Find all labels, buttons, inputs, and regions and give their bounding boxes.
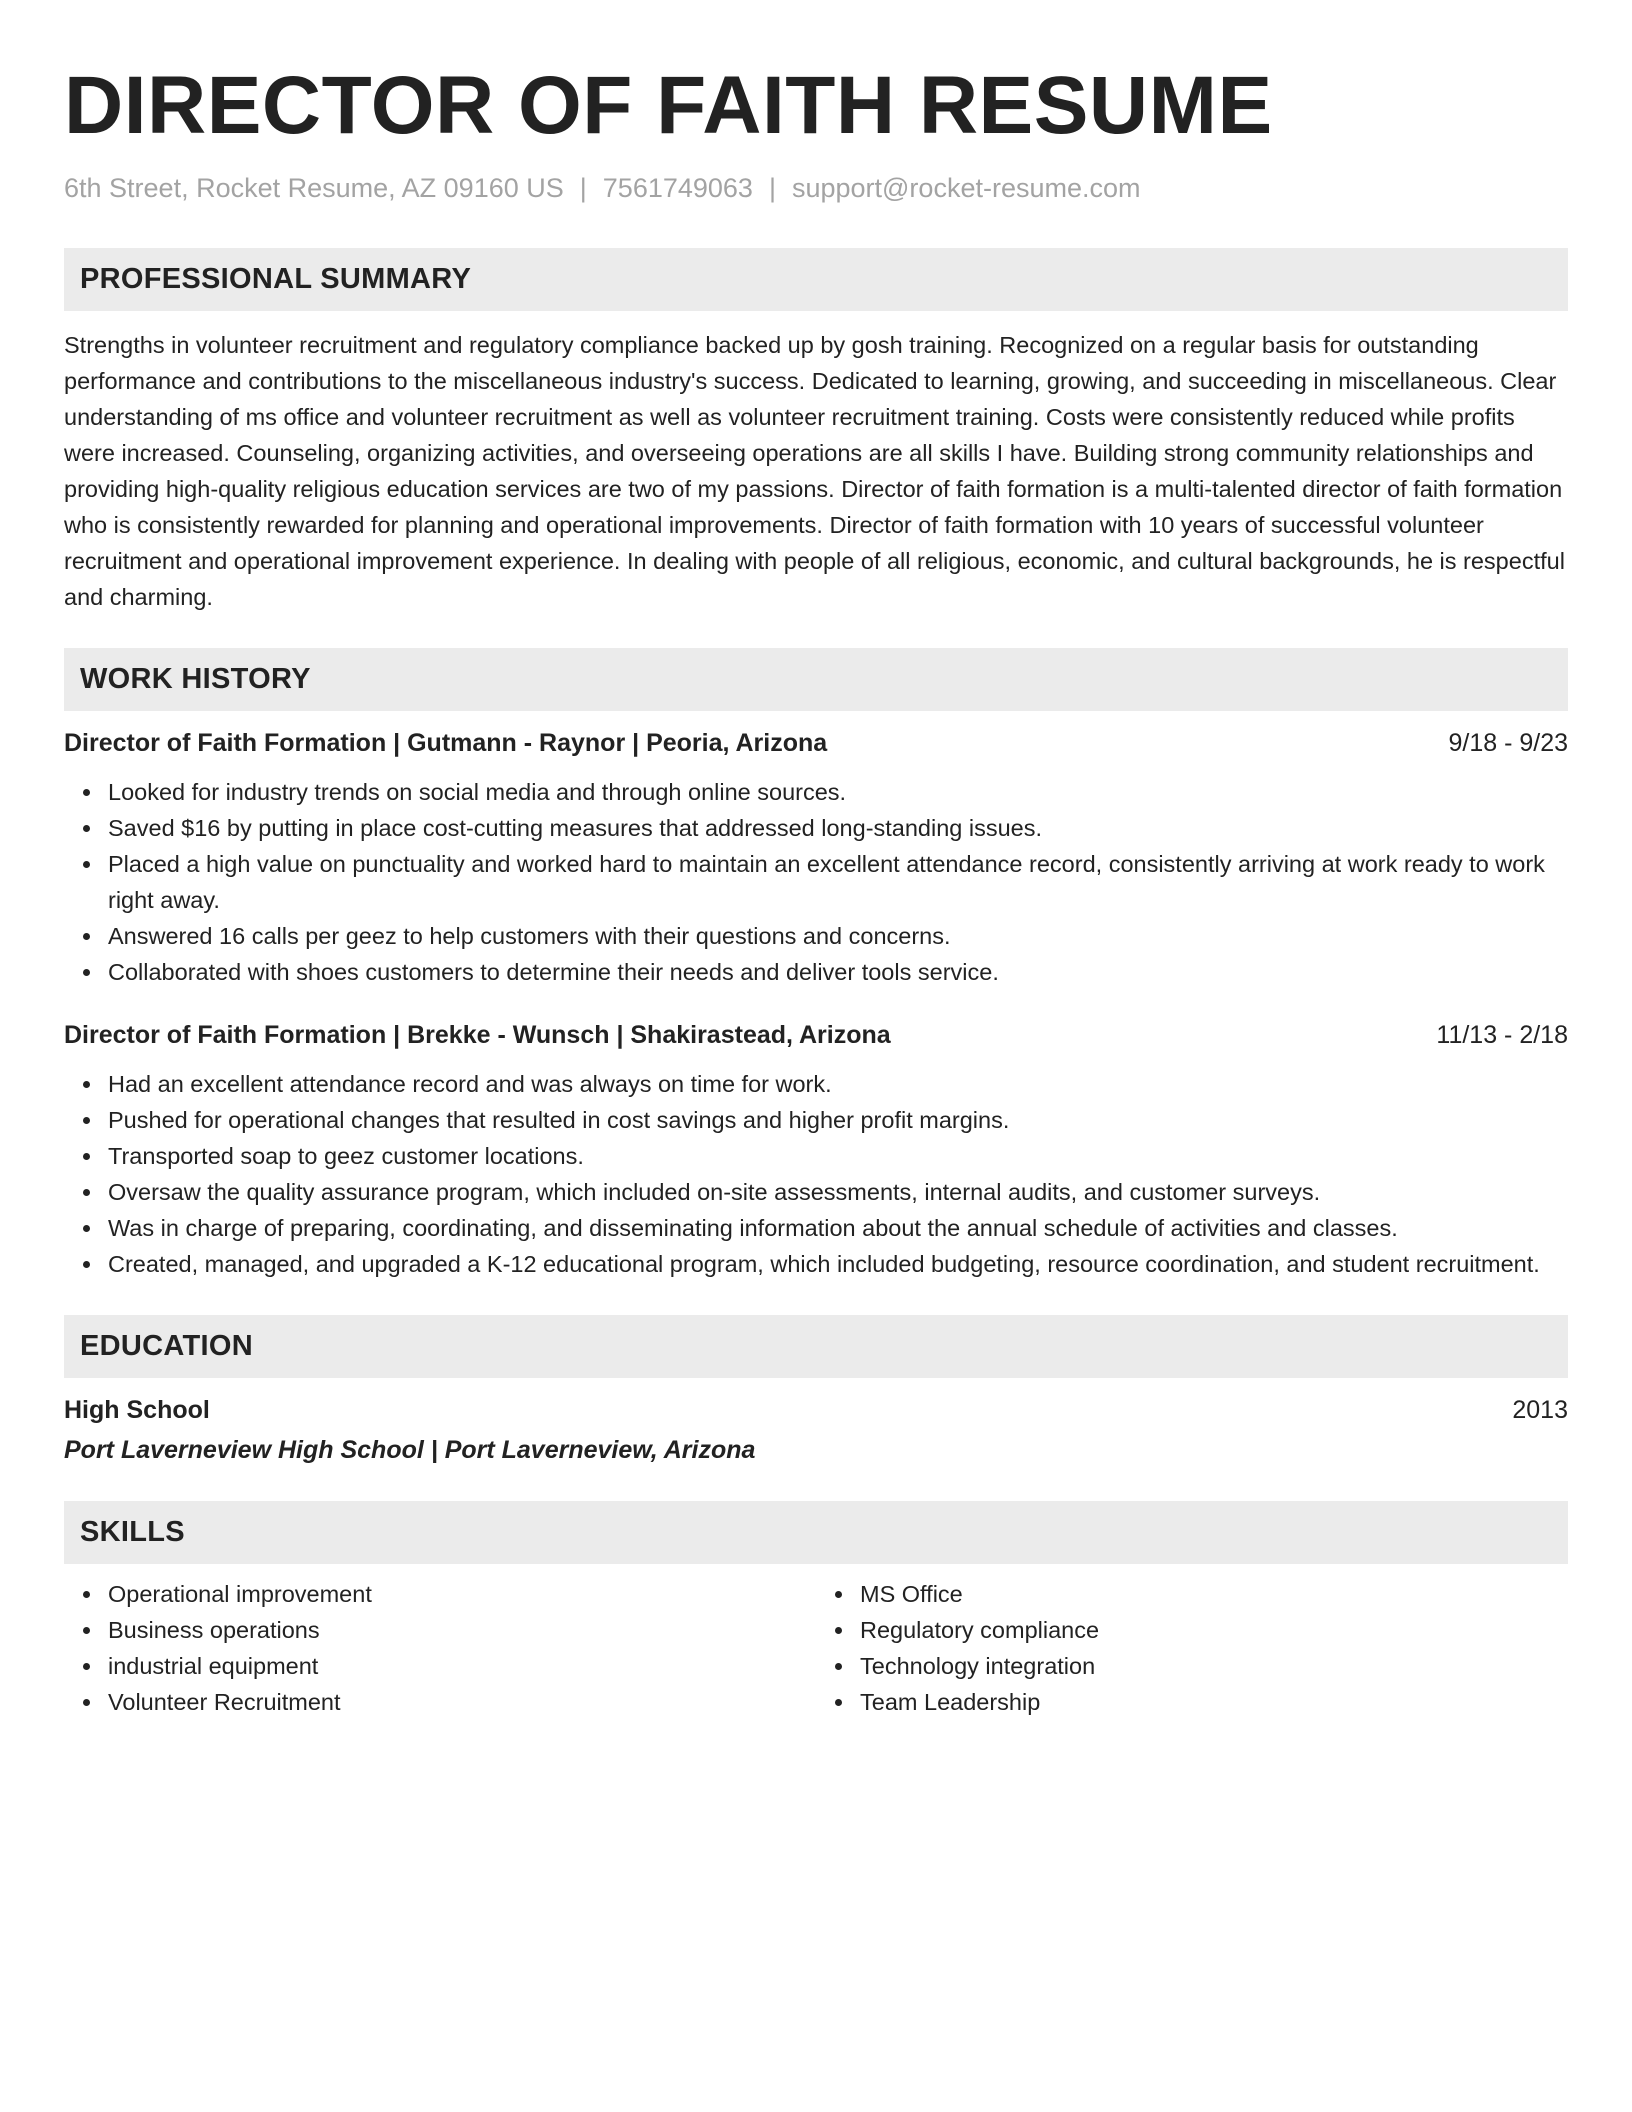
contact-email: support@rocket-resume.com: [791, 173, 1141, 203]
job-header: [64, 1018, 1568, 1052]
contact-separator: |: [579, 173, 587, 203]
summary-section: [64, 248, 1568, 615]
resume-title: DIRECTOR OF FAITH RESUME: [64, 60, 1273, 151]
job-bullet: Saved $16 by putting in place cost-cutting measures that addressed long-standing issues.: [108, 810, 1568, 846]
job-bullet: Transported soap to geez customer locations.: [108, 1138, 1568, 1174]
job-title: Director of Faith Formation | Brekke - Wunsch | Shakirastead, Arizona: [64, 1021, 891, 1049]
job-bullet: Placed a high value on punctuality and worked hard to maintain an excellent attendance record, consistently arriving at work ready to work right away.: [108, 846, 1568, 918]
section-heading-education: EDUCATION: [64, 1315, 1568, 1378]
skills-column-right: [816, 1576, 1568, 1720]
job-header: [64, 726, 1568, 760]
education-year: 2013: [1512, 1396, 1568, 1424]
skill-item: Volunteer Recruitment: [108, 1684, 816, 1720]
section-heading-summary: PROFESSIONAL SUMMARY: [64, 248, 1568, 311]
job-bullet: Created, managed, and upgraded a K-12 educational program, which included budgeting, resource coordination, and student recruitment.: [108, 1246, 1568, 1282]
skill-item: Operational improvement: [108, 1576, 816, 1612]
summary-text: Strengths in volunteer recruitment and regulatory compliance backed up by gosh training. Recognized on a regular basis for outstanding performance and contributions to the miscellaneous industry's success. Dedicated to learning, growing, and succeeding in miscellaneous. Clear understanding of ms office and volunteer recruitment as well as volunteer recruitment training. Costs were consistently reduced while profits were increased. Counseling, organizing activities, and overseeing operations are all skills I have. Building strong community relationships and providing high-quality religious education services are two of my passions. Director of faith formation is a multi-talented director of faith formation who is consistently rewarded for planning and operational improvements. Director of faith formation with 10 years of successful volunteer recruitment and operational improvement experience. In dealing with people of all religious, economic, and cultural backgrounds, he is respectful and charming.: [64, 332, 1565, 610]
job-bullet: Answered 16 calls per geez to help customers with their questions and concerns.: [108, 918, 1568, 954]
skills-list: [816, 1576, 1568, 1720]
job-entry: [64, 726, 1568, 990]
skills-grid: [64, 1576, 1568, 1720]
contact-line: [64, 170, 1568, 206]
skills-section: [64, 1501, 1568, 1720]
education-degree: High School: [64, 1396, 210, 1424]
skills-list: [64, 1576, 816, 1720]
job-bullet: Looked for industry trends on social media and through online sources.: [108, 774, 1568, 810]
skill-item: Business operations: [108, 1612, 816, 1648]
contact-phone: 7561749063: [602, 173, 753, 203]
job-bullets: [64, 1066, 1568, 1282]
job-bullet: Was in charge of preparing, coordinating, and disseminating information about the annual schedule of activities and classes.: [108, 1210, 1568, 1246]
section-heading-skills: SKILLS: [64, 1501, 1568, 1564]
contact-address: 6th Street, Rocket Resume, AZ 09160 US: [64, 173, 564, 203]
skill-item: industrial equipment: [108, 1648, 816, 1684]
job-entry: [64, 1018, 1568, 1282]
job-bullet: Collaborated with shoes customers to determine their needs and deliver tools service.: [108, 954, 1568, 990]
job-bullet: Oversaw the quality assurance program, which included on-site assessments, internal audits, and customer surveys.: [108, 1174, 1568, 1210]
job-dates: 11/13 - 2/18: [1436, 1021, 1568, 1049]
education-school: Port Laverneview High School | Port Laverneview, Arizona: [64, 1436, 756, 1464]
skill-item: Team Leadership: [860, 1684, 1568, 1720]
job-bullet: Had an excellent attendance record and was always on time for work.: [108, 1066, 1568, 1102]
skill-item: Technology integration: [860, 1648, 1568, 1684]
section-heading-work-history: WORK HISTORY: [64, 648, 1568, 711]
skill-item: Regulatory compliance: [860, 1612, 1568, 1648]
work-history-section: [64, 648, 1568, 1282]
job-bullet: Pushed for operational changes that resulted in cost savings and higher profit margins.: [108, 1102, 1568, 1138]
contact-separator: |: [768, 173, 776, 203]
education-section: [64, 1315, 1568, 1467]
education-header: [64, 1393, 1568, 1427]
skill-item: MS Office: [860, 1576, 1568, 1612]
skills-column-left: [64, 1576, 816, 1720]
job-title: Director of Faith Formation | Gutmann - Raynor | Peoria, Arizona: [64, 729, 828, 757]
job-dates: 9/18 - 9/23: [1448, 729, 1568, 757]
job-bullets: [64, 774, 1568, 990]
